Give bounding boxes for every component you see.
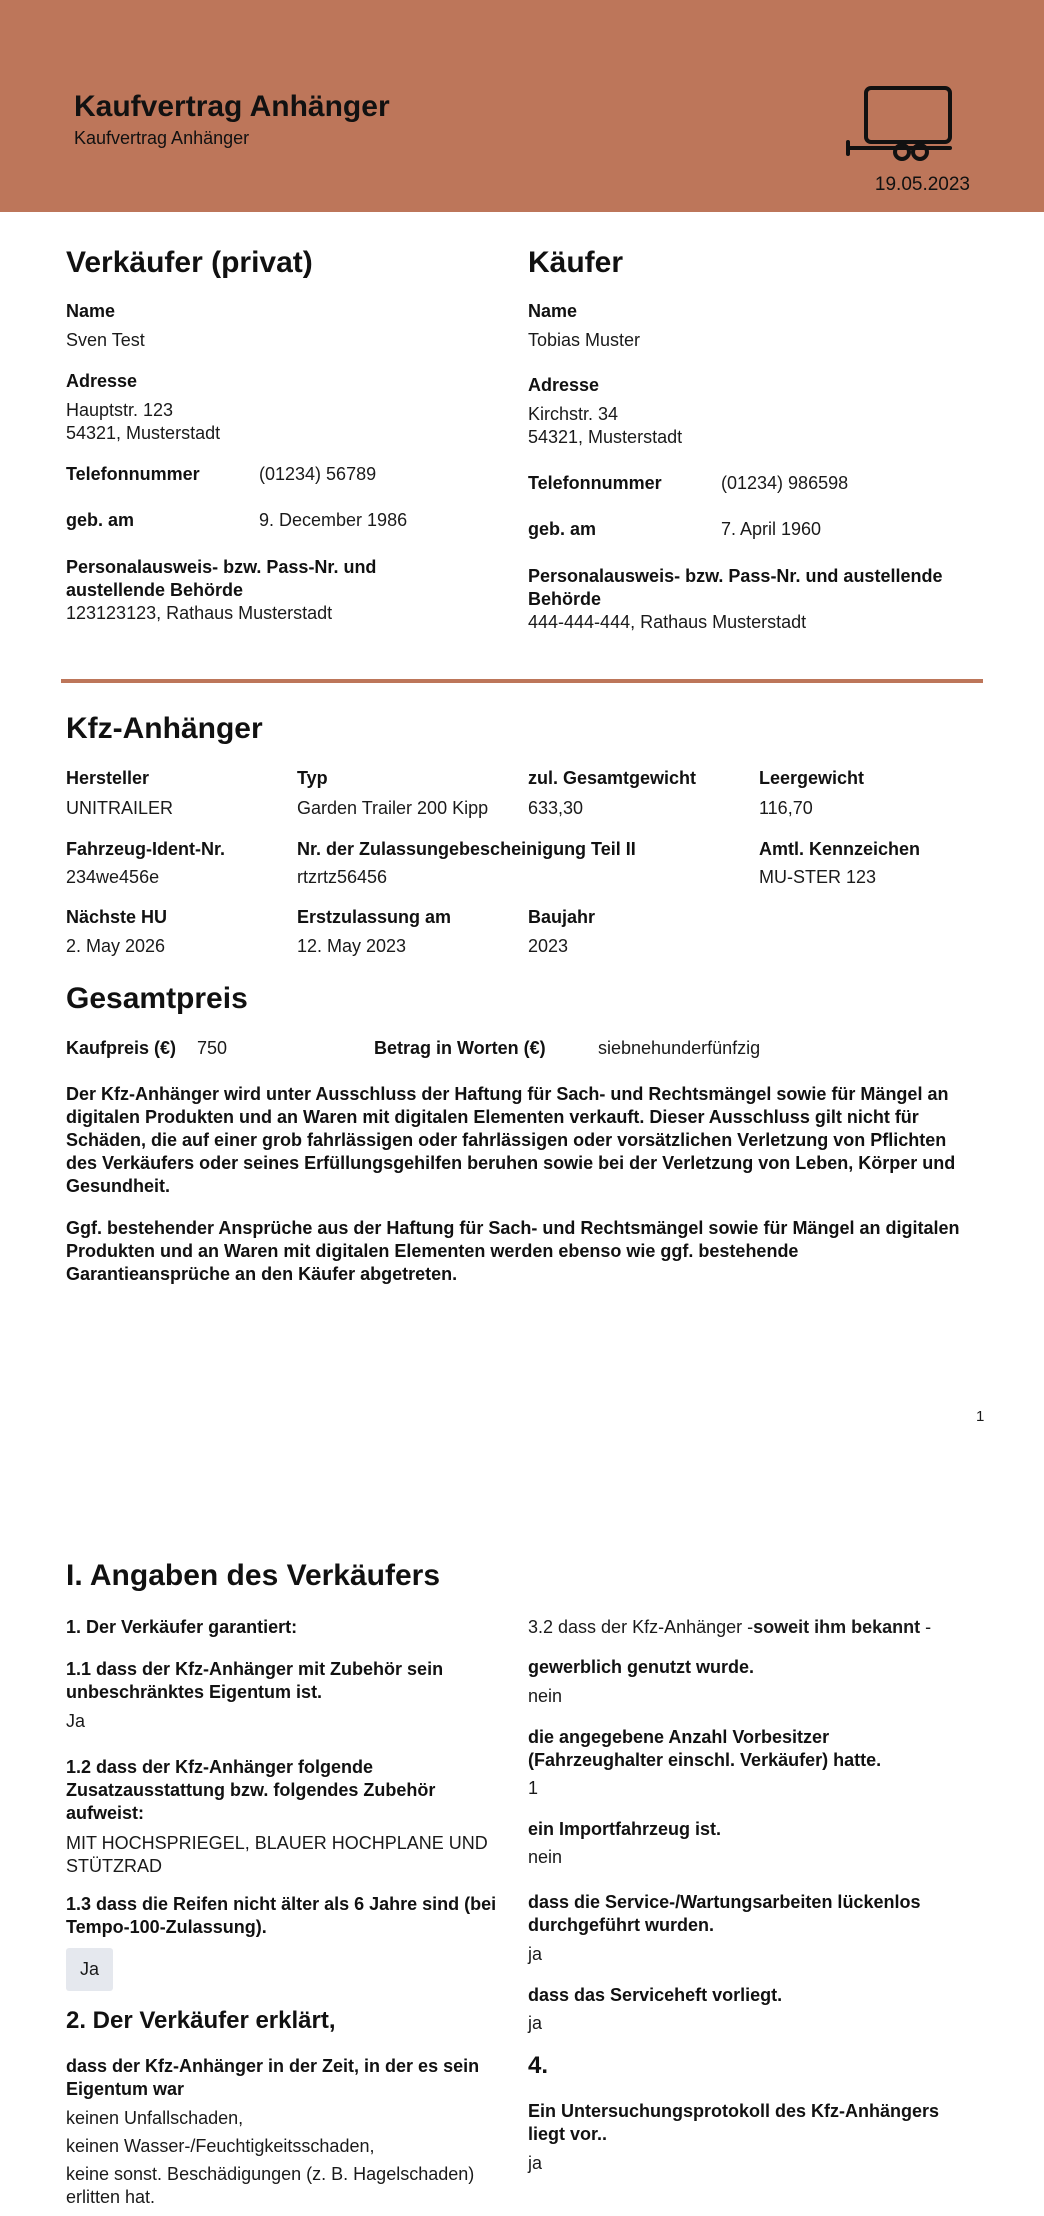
vin-value: 234we456e	[66, 867, 160, 887]
known-intro-prefix: 3.2 dass der Kfz-Anhänger -	[528, 1617, 754, 1637]
seller-birth-label: geb. am	[66, 510, 135, 530]
ownership-value: Ja	[66, 1711, 86, 1731]
buyer-heading: Käufer	[528, 246, 624, 279]
plate-value: MU-STER 123	[759, 867, 877, 887]
buyer-birth: 7. April 1960	[721, 519, 822, 539]
seller-id-value: 123123123, Rathaus Musterstadt	[66, 603, 333, 623]
commercial-use-value: nein	[528, 1686, 563, 1706]
section-divider	[61, 679, 983, 683]
tires-value-chip: Ja	[66, 1948, 113, 1991]
first-reg-value: 12. May 2023	[297, 936, 407, 956]
buyer-id-label-line1: Personalausweis- bzw. Pass-Nr. und austellende	[528, 566, 943, 586]
no-other-damage-value-line1: keine sonst. Beschädigungen (z. B. Hagelschaden)	[66, 2164, 475, 2184]
equipment-label-line3: aufweist:	[66, 1803, 145, 1823]
service-book-label: dass das Serviceheft vorliegt.	[528, 1985, 783, 2005]
equipment-label-line2: Zusatzausstattung bzw. folgendes Zubehör	[66, 1780, 436, 1800]
price-value: 750	[197, 1038, 228, 1058]
buyer-address-line1: Kirchstr. 34	[528, 404, 619, 424]
liability-paragraph	[66, 1083, 996, 1198]
tires-label-line2: Tempo-100-Zulassung).	[66, 1917, 267, 1937]
trailer-icon	[846, 84, 956, 162]
page-number: 1	[976, 1408, 985, 1425]
type-value: Garden Trailer 200 Kipp	[297, 798, 489, 818]
buyer-phone-label: Telefonnummer	[528, 473, 662, 493]
inspection-label-line2: liegt vor..	[528, 2124, 608, 2144]
service-value: ja	[528, 1944, 543, 1964]
buyer-name: Tobias Muster	[528, 330, 641, 350]
document-subtitle: Kaufvertrag Anhänger	[74, 128, 250, 148]
declaration-heading: 2. Der Verkäufer erklärt,	[66, 2007, 336, 2034]
seller-birth: 9. December 1986	[259, 510, 408, 530]
commercial-use-label: gewerblich genutzt wurde.	[528, 1657, 755, 1677]
previous-owners-label-line2: (Fahrzeughalter einschl. Verkäufer) hatte.	[528, 1750, 882, 1770]
gross-weight-label: zul. Gesamtgewicht	[528, 768, 697, 788]
vin-label: Fahrzeug-Ident-Nr.	[66, 839, 226, 859]
price-words-value: siebnehunderfünfzig	[598, 1038, 761, 1058]
next-hu-label: Nächste HU	[66, 907, 168, 927]
tires-label-line1: 1.3 dass die Reifen nicht älter als 6 Jahre sind (bei	[66, 1894, 497, 1914]
seller-name-label: Name	[66, 301, 116, 321]
equipment-value-line2: STÜTZRAD	[66, 1856, 162, 1876]
equipment-value-line1: MIT HOCHSPRIEGEL, BLAUER HOCHPLANE UND	[66, 1833, 488, 1853]
seller-address-line2: 54321, Musterstadt	[66, 423, 221, 443]
no-accident-value: keinen Unfallschaden,	[66, 2108, 244, 2128]
service-label-line1: dass die Service-/Wartungsarbeiten lückenlos	[528, 1892, 921, 1912]
seller-phone: (01234) 56789	[259, 464, 377, 484]
vehicle-heading: Kfz-Anhänger	[66, 712, 263, 745]
claims-line: Garantieansprüche an den Käufer abgetreten.	[66, 1264, 458, 1284]
year-value: 2023	[528, 936, 569, 956]
price-heading: Gesamtpreis	[66, 982, 248, 1015]
inspection-label-line1: Ein Untersuchungsprotokoll des Kfz-Anhängers	[528, 2101, 940, 2121]
buyer-birth-label: geb. am	[528, 519, 597, 539]
previous-owners-value: 1	[528, 1778, 539, 1798]
ownership-label-line2: unbeschränktes Eigentum ist.	[66, 1682, 323, 1702]
seller-details-heading: I. Angaben des Verkäufers	[66, 1559, 441, 1592]
import-label: ein Importfahrzeug ist.	[528, 1819, 722, 1839]
price-words-label: Betrag in Worten (€)	[374, 1038, 546, 1058]
buyer-id-value: 444-444-444, Rathaus Musterstadt	[528, 612, 807, 632]
equipment-label-line1: 1.2 dass der Kfz-Anhänger folgende	[66, 1757, 374, 1777]
service-book-value: ja	[528, 2013, 543, 2033]
seller-address-label: Adresse	[66, 371, 138, 391]
ownership-label-line1: 1.1 dass der Kfz-Anhänger mit Zubehör sein	[66, 1659, 444, 1679]
first-reg-label: Erstzulassung am	[297, 907, 452, 927]
guarantee-heading: 1. Der Verkäufer garantiert:	[66, 1617, 298, 1637]
section-4-heading: 4.	[528, 2052, 549, 2079]
claims-paragraph	[66, 1217, 996, 1286]
seller-id-label-line2: austellende Behörde	[66, 580, 244, 600]
buyer-name-label: Name	[528, 301, 578, 321]
liability-line: digitalen Produkten und an Waren mit digitalen Elementen verkauft. Dieser Ausschluss gilt nicht für	[66, 1107, 919, 1127]
registration-cert-label: Nr. der Zulassungebescheinigung Teil II	[297, 839, 636, 859]
buyer-address-line2: 54321, Musterstadt	[528, 427, 683, 447]
liability-line: Der Kfz-Anhänger wird unter Ausschluss der Haftung für Sach- und Rechtsmängel sowie für Mängel an	[66, 1084, 949, 1104]
buyer-address-label: Adresse	[528, 375, 600, 395]
gross-weight-value: 633,30	[528, 798, 584, 818]
previous-owners-label-line1: die angegebene Anzahl Vorbesitzer	[528, 1727, 830, 1747]
liability-line: Schäden, die auf einer grob fahrlässigen oder fahrlässigen oder vorsätzlichen Verletzung von Pflichten	[66, 1130, 947, 1150]
price-label: Kaufpreis (€)	[66, 1038, 177, 1058]
claims-line: Produkten und an Waren mit digitalen Elementen werden ebenso wie ggf. bestehende	[66, 1241, 799, 1261]
service-label-line2: durchgeführt wurden.	[528, 1915, 714, 1935]
seller-id-label-line1: Personalausweis- bzw. Pass-Nr. und	[66, 557, 377, 577]
condition-label-line2: Eigentum war	[66, 2079, 185, 2099]
empty-weight-value: 116,70	[759, 798, 813, 818]
document-title: Kaufvertrag Anhänger	[74, 90, 390, 123]
type-label: Typ	[297, 768, 328, 788]
liability-line: des Verkäufers oder seines Erfüllungsgehilfen beruhen sowie bei der Verletzung von Leben, Körper und	[66, 1153, 956, 1173]
no-other-damage-value-line2: erlitten hat.	[66, 2187, 156, 2207]
buyer-id-label-line2: Behörde	[528, 589, 602, 609]
seller-name: Sven Test	[66, 330, 145, 350]
seller-phone-label: Telefonnummer	[66, 464, 200, 484]
inspection-value: ja	[528, 2153, 543, 2173]
manufacturer-value: UNITRAILER	[66, 798, 174, 818]
known-intro	[528, 1616, 931, 1639]
import-value: nein	[528, 1847, 563, 1867]
known-intro-bold: soweit ihm bekannt	[753, 1617, 921, 1637]
seller-address-line1: Hauptstr. 123	[66, 400, 174, 420]
liability-line: Gesundheit.	[66, 1176, 171, 1196]
next-hu-value: 2. May 2026	[66, 936, 166, 956]
plate-label: Amtl. Kennzeichen	[759, 839, 921, 859]
no-water-damage-value: keinen Wasser-/Feuchtigkeitsschaden,	[66, 2136, 375, 2156]
document-header	[0, 0, 1044, 212]
buyer-phone: (01234) 986598	[721, 473, 849, 493]
registration-cert-value: rtzrtz56456	[297, 867, 388, 887]
known-intro-suffix: -	[920, 1617, 932, 1637]
manufacturer-label: Hersteller	[66, 768, 150, 788]
claims-line: Ggf. bestehender Ansprüche aus der Haftung für Sach- und Rechtsmängel sowie für Mängel an digitalen	[66, 1218, 960, 1238]
seller-heading: Verkäufer (privat)	[66, 246, 313, 279]
empty-weight-label: Leergewicht	[759, 768, 865, 788]
year-label: Baujahr	[528, 907, 596, 927]
condition-label-line1: dass der Kfz-Anhänger in der Zeit, in der es sein	[66, 2056, 480, 2076]
document-date: 19.05.2023	[874, 174, 970, 195]
